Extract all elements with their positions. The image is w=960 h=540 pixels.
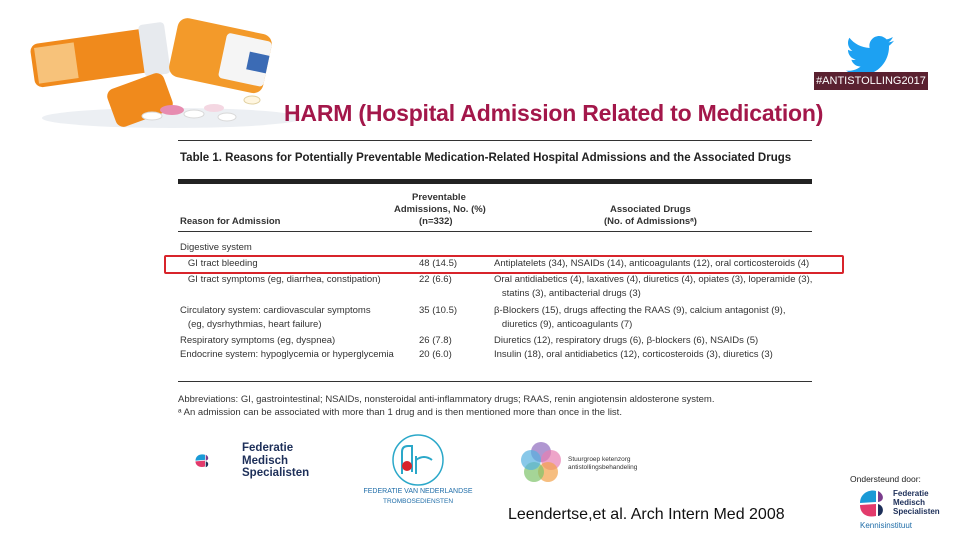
- gi-bleeding-highlight-box: [164, 255, 844, 274]
- stuur-line-2: antistollingsbehandeling: [568, 464, 638, 471]
- fms-small-logo-text: [893, 489, 940, 516]
- row-1-drugs: Antiplatelets (34), NSAIDs (14), anticoagulants (12), oral corticosteroids (4): [494, 258, 810, 269]
- row-7-drugs: Insulin (18), oral antidiabetics (12), corticosteroids (3), diuretics (3): [494, 349, 773, 360]
- small-line-1: Federatie: [893, 489, 929, 498]
- caption-rule: [178, 179, 812, 184]
- fms-logo-icon: [194, 438, 238, 484]
- support-label: Ondersteund door:: [850, 474, 921, 484]
- row-7-reason: Endocrine system: hypoglycemia or hyperglycemia: [180, 349, 394, 360]
- twitter-bird-icon: [846, 36, 894, 76]
- bottom-rule: [178, 381, 812, 382]
- citation: Leendertse,et al. Arch Intern Med 2008: [508, 506, 785, 523]
- row-6-drugs: Diuretics (12), respiratory drugs (6), β-blockers (6), NSAIDs (5): [494, 335, 759, 346]
- row-4-admissions: 35 (10.5): [419, 305, 458, 316]
- row-3-drugs: statins (3), antibacterial drugs (3): [494, 288, 641, 299]
- header-admissions-1: Preventable: [412, 192, 466, 203]
- stuurgroep-logo-icon: [518, 440, 564, 486]
- table-caption: Table 1. Reasons for Potentially Preventable Medication-Related Hospital Admissions and the Associated Drugs: [180, 152, 792, 164]
- hashtag-badge: #ANTISTOLLING2017: [814, 72, 928, 90]
- fms-logo-text: [242, 442, 309, 480]
- row-2-admissions: 22 (6.6): [419, 274, 452, 285]
- header-drugs-1: Associated Drugs: [610, 204, 691, 215]
- row-2-reason: GI tract symptoms (eg, diarrhea, constipation): [180, 274, 381, 285]
- table-figure: [178, 138, 812, 420]
- row-1-reason: GI tract bleeding: [180, 258, 258, 269]
- header-rule: [178, 231, 812, 232]
- row-0-reason: Digestive system: [180, 242, 252, 253]
- header-reason: Reason for Admission: [180, 216, 281, 227]
- small-line-2: Medisch: [893, 498, 926, 507]
- small-line-3: Specialisten: [893, 507, 940, 516]
- header-drugs-2: (No. of Admissionsᵃ): [604, 216, 697, 227]
- fms-line-3: Specialisten: [242, 467, 310, 479]
- top-rule: [178, 140, 812, 141]
- footnote: ᵃ An admission can be associated with more than 1 drug and is then mentioned more than once in the list.: [178, 407, 622, 418]
- row-6-reason: Respiratory symptoms (eg, dyspnea): [180, 335, 336, 346]
- row-2-drugs: Oral antidiabetics (4), laxatives (4), diuretics (4), opiates (3), loperamide (3),: [494, 274, 813, 285]
- stuurgroep-logo-text: [568, 456, 637, 472]
- fms-line-2: Medisch: [242, 454, 289, 467]
- pill-bottles-image: [22, 18, 300, 130]
- header-admissions-2: Admissions, No. (%): [394, 204, 486, 215]
- header-admissions-3: (n=332): [419, 216, 453, 227]
- fms-small-logo-icon: [858, 488, 894, 520]
- kennisinstituut-label: Kennisinstituut: [860, 521, 913, 530]
- row-7-admissions: 20 (6.0): [419, 349, 452, 360]
- page-title: HARM (Hospital Admission Related to Medication): [284, 100, 824, 126]
- stuur-line-1: Stuurgroep ketenzorg: [568, 456, 631, 463]
- row-4-drugs: β-Blockers (15), drugs affecting the RAAS (9), calcium antagonist (9),: [494, 305, 786, 316]
- fnt-line-1: FEDERATIE VAN NEDERLANDSE: [363, 488, 473, 495]
- row-6-admissions: 26 (7.8): [419, 335, 452, 346]
- row-1-admissions: 48 (14.5): [419, 258, 458, 269]
- abbreviations-note: Abbreviations: GI, gastrointestinal; NSAIDs, nonsteroidal anti-inflammatory drugs; RAAS, renin angiotensin aldosterone system.: [178, 394, 715, 405]
- fnt-line-2: TROMBOSEDIENSTEN: [382, 498, 454, 505]
- row-4-reason: Circulatory system: cardiovascular symptoms: [180, 305, 371, 316]
- row-5-drugs: diuretics (9), anticoagulants (7): [494, 319, 633, 330]
- fms-line-1: Federatie: [242, 442, 294, 454]
- row-5-reason: (eg, dysrhythmias, heart failure): [180, 319, 322, 330]
